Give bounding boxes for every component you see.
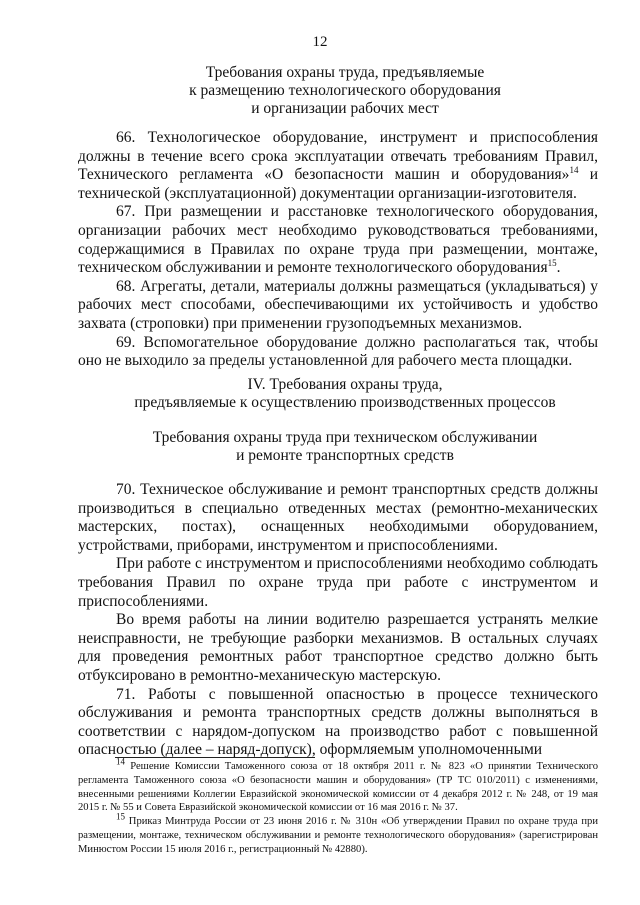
paragraph-68: 68. Агрегаты, детали, материалы должны размещаться (укладываться) у рабочих мест способами, обеспечивающими их устойчивость и удобство захвата (строповки) при применении грузоподъемных механизмов.: [78, 277, 598, 332]
paragraph-70-tools: При работе с инструментом и приспособлениями необходимо соблюдать требования Правил по охране труда при работе с инструментом и приспособлениями.: [78, 555, 598, 610]
heading-line: и ремонте транспортных средств: [236, 447, 454, 464]
paragraph-66: [78, 129, 598, 203]
subsection-heading: [80, 429, 610, 465]
paragraph-69: 69. Вспомогательное оборудование должно располагаться так, чтобы оно не выходило за пределы установленной для рабочего места площадки.: [78, 333, 598, 370]
footnote-ref-15: 15: [547, 258, 557, 268]
footnote-mark: 14: [116, 756, 125, 767]
footnote-ref-14: 14: [569, 165, 579, 176]
paragraph-71: 71. Работы с повышенной опасностью в процессе технического обслуживания и ремонта транспортных средств должны выполняться в соответствии с нарядом-допуском на производство работ с повышенной опасностью (далее – наряд-допуск), оформляемым уполномоченными: [78, 685, 598, 759]
paragraph-67: [78, 203, 598, 277]
section-heading-placement: [80, 64, 610, 118]
footnote-15-text: Приказ Минтруда России от 23 июня 2016 г. № 310н «Об утверждении Правил по охране труда при размещении, монтаже, техническом обслуживании и ремонте технологического оборудования» (зарегистрирован Минюстом России 15 июля 2016 г., регистрационный № 42880).: [78, 816, 598, 855]
footnote-mark: 15: [116, 811, 125, 822]
heading-line: Требования охраны труда, предъявляемые: [205, 64, 485, 81]
footnote-divider: [115, 757, 315, 758]
footnotes: [78, 756, 598, 857]
heading-line: и организации рабочих мест: [251, 100, 439, 117]
heading-line: предъявляемые к осуществлению производственных процессов: [134, 394, 556, 411]
heading-line: IV. Требования охраны труда,: [247, 376, 443, 393]
heading-line: к размещению технологического оборудования: [189, 82, 501, 99]
paragraph-70: 70. Техническое обслуживание и ремонт транспортных средств должны производиться в специально отведенных местах (ремонтно-механических мастерских, постах), оснащенных необходимыми оборудованием, устройствами, приборами, инструментом и приспособлениями.: [78, 481, 598, 554]
paragraphs-66-69: [78, 129, 598, 371]
paragraph-70-line-repairs: Во время работы на линии водителю разрешается устранять мелкие неисправности, не требующие разборки механизмов. В остальных случаях для проведения ремонтных работ транспортное средство должно быть отбуксировано в ремонтно-механическую мастерскую.: [78, 611, 598, 684]
heading-line: Требования охраны труда при техническом обслуживании: [152, 429, 538, 446]
paragraphs-70-71: [78, 481, 598, 760]
page-number: 12: [312, 34, 328, 50]
paragraph-66-text: 66. Технологическое оборудование, инструмент и приспособления должны в течение всего срока эксплуатации отвечать требованиям Правил, Технического регламента «О безопасности машин и оборудования»: [78, 129, 598, 184]
section-iv-heading: [80, 376, 610, 412]
footnote-15: [78, 811, 598, 856]
footnote-14: [78, 756, 598, 815]
paragraph-66-text-end: и технической (эксплуатационной) документации организации-изготовителя.: [78, 166, 599, 202]
paragraph-67-text: 67. При размещении и расстановке технологического оборудования, организации рабочих мест необходимо руководствоваться требованиями, содержащимися в Правилах по охране труда при размещении, монтаже, техническом обслуживании и ремонте технологического оборудования: [78, 203, 598, 277]
footnote-14-text: Решение Комиссии Таможенного союза от 18 октября 2011 г. № 823 «О принятии Технического регламента Таможенного союза «О безопасности машин и оборудования» (ТР ТС 010/2011) с изменениями, внесенными решениями Коллегии Евразийской экономической комиссии от 4 декабря 2012 г. № 248, от 19 мая 2015 г. № 55 и Совета Евразийской экономической комиссии от 16 мая 2016 г. № 37.: [78, 761, 598, 814]
paragraph-67-text-end: .: [556, 259, 561, 277]
